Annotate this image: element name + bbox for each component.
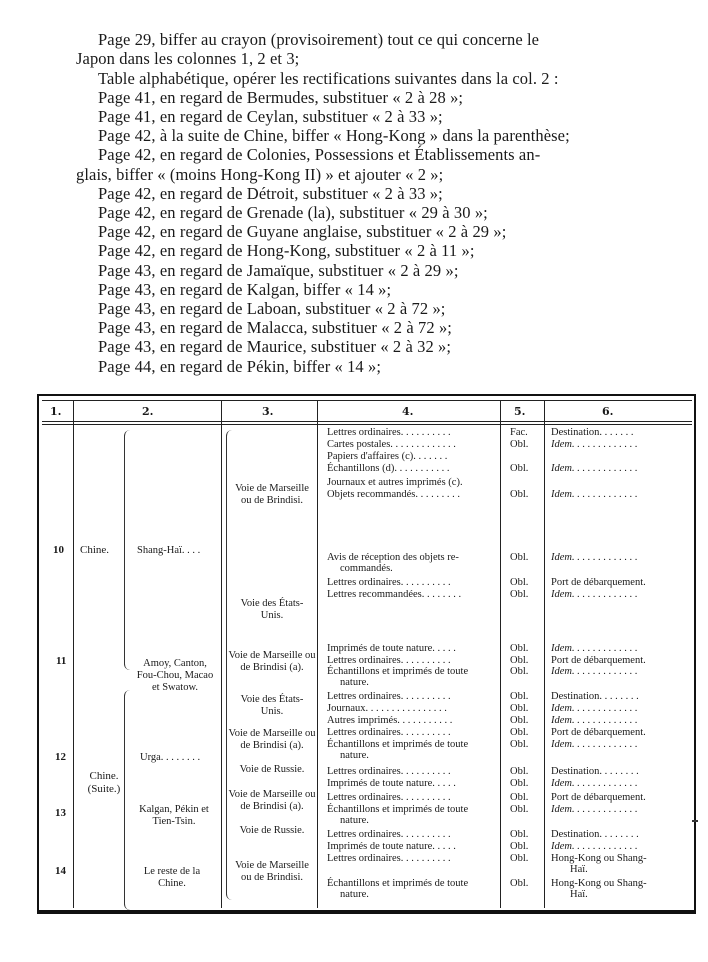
header-top-rule — [42, 400, 692, 401]
instruction-line: Page 42, en regard de Hong-Kong, substituer « 2 à 11 »; — [98, 241, 475, 260]
place-reste: Le reste de la Chine. — [143, 866, 201, 889]
item: Lettres ordinaires. . . . . . . . . . — [327, 792, 451, 803]
fac-obl: Fac. — [510, 427, 528, 438]
destination: Idem. . . . . . . . . . . . . — [551, 804, 638, 815]
place-urga: Urga. . . . . . . . — [140, 752, 201, 763]
margin-mark — [692, 820, 698, 822]
item: Imprimés de toute nature. . . . . — [327, 643, 456, 654]
fac-obl: Obl. — [510, 792, 529, 803]
header-bottom-rule — [42, 421, 692, 422]
instruction-line: Table alphabétique, opérer les rectifications suivantes dans la col. 2 : — [98, 69, 559, 88]
instruction-line: Page 43, en regard de Jamaïque, substituer « 2 à 29 »; — [98, 261, 459, 280]
header-bottom-rule-2 — [42, 424, 692, 425]
destination: Hong-Kong ou Shang- — [551, 878, 647, 889]
fac-obl: Obl. — [510, 589, 529, 600]
item: nature. — [340, 889, 369, 900]
item: Échantillons et imprimés de toute — [327, 666, 469, 677]
instruction-line: Page 42, en regard de Détroit, substituer « 2 à 33 »; — [98, 184, 443, 203]
country-chine: Chine. — [80, 544, 110, 556]
item: commandés. — [340, 563, 393, 574]
item: Imprimés de toute nature. . . . . — [327, 778, 456, 789]
item: nature. — [340, 677, 369, 688]
header-col-6: 6. — [602, 405, 614, 418]
fac-obl: Obl. — [510, 804, 529, 815]
destination: Destination. . . . . . . — [551, 427, 634, 438]
header-col-1: 1. — [50, 405, 62, 418]
item: Lettres ordinaires. . . . . . . . . . — [327, 655, 451, 666]
destination: Hong-Kong ou Shang- — [551, 853, 647, 864]
place-shanghai: Shang-Haï. . . . — [137, 545, 201, 556]
fac-obl: Obl. — [510, 666, 529, 677]
item: Cartes postales. . . . . . . . . . . . . — [327, 439, 456, 450]
fac-obl: Obl. — [510, 727, 529, 738]
item: Lettres ordinaires. . . . . . . . . . — [327, 727, 451, 738]
fac-obl: Obl. — [510, 489, 529, 500]
instruction-line: Page 43, en regard de Kalgan, biffer « 14 »; — [98, 280, 392, 299]
instruction-line: Page 42, à la suite de Chine, biffer « Hong-Kong » dans la parenthèse; — [98, 126, 570, 145]
instruction-line: Page 43, en regard de Malacca, substituer « 2 à 72 »; — [98, 318, 452, 337]
destination: Idem. . . . . . . . . . . . . — [551, 703, 638, 714]
fac-obl: Obl. — [510, 853, 529, 864]
header-col-2: 2. — [142, 405, 154, 418]
fac-obl: Obl. — [510, 841, 529, 852]
fac-obl: Obl. — [510, 552, 529, 563]
item: Avis de réception des objets re- — [327, 552, 459, 563]
fac-obl: Obl. — [510, 766, 529, 777]
row-number: 11 — [56, 655, 67, 667]
item: Échantillons et imprimés de toute — [327, 739, 469, 750]
item: Lettres ordinaires. . . . . . . . . . — [327, 829, 451, 840]
item: Échantillons et imprimés de toute — [327, 878, 469, 889]
destination: Idem. . . . . . . . . . . . . — [551, 643, 638, 654]
fac-obl: Obl. — [510, 878, 529, 889]
fac-obl: Obl. — [510, 643, 529, 654]
instruction-line: Page 43, en regard de Laboan, substituer « 2 à 72 »; — [98, 299, 446, 318]
instruction-line: Page 44, en regard de Pékin, biffer « 14 »; — [98, 357, 382, 376]
instruction-line: Japon dans les colonnes 1, 2 et 3; — [76, 49, 300, 68]
fac-obl: Obl. — [510, 439, 529, 450]
route-marseille-a: Voie de Marseille ou de Brindisi (a). — [228, 650, 316, 673]
fac-obl: Obl. — [510, 655, 529, 666]
instruction-line: Page 42, en regard de Colonies, Possessions et Établissements an- — [98, 145, 541, 164]
route-etats-unis: Voie des États-Unis. — [240, 694, 304, 717]
destination: Idem. . . . . . . . . . . . . — [551, 552, 638, 563]
item: Lettres ordinaires. . . . . . . . . . — [327, 766, 451, 777]
col-rule-4 — [500, 400, 501, 908]
destination: Idem. . . . . . . . . . . . . — [551, 589, 638, 600]
destination: Port de débarquement. — [551, 655, 646, 666]
item: Journaux. . . . . . . . . . . . . . . . — [327, 703, 447, 714]
fac-obl: Obl. — [510, 739, 529, 750]
item: Journaux et autres imprimés (c). — [327, 477, 463, 488]
fac-obl: Obl. — [510, 691, 529, 702]
fac-obl: Obl. — [510, 715, 529, 726]
table-bottom-rule — [37, 910, 696, 914]
destination: Destination. . . . . . . . — [551, 829, 639, 840]
route-russie: Voie de Russie. — [239, 825, 305, 836]
fac-obl: Obl. — [510, 829, 529, 840]
item: nature. — [340, 750, 369, 761]
item: nature. — [340, 815, 369, 826]
route-marseille: Voie de Marseille ou de Brindisi. — [235, 860, 309, 883]
fac-obl: Obl. — [510, 577, 529, 588]
instruction-line: Page 42, en regard de Guyane anglaise, substituer « 2 à 29 »; — [98, 222, 507, 241]
header-col-4: 4. — [402, 405, 414, 418]
destination: Destination. . . . . . . . — [551, 766, 639, 777]
item: Objets recommandés. . . . . . . . . — [327, 489, 460, 500]
destination: Idem. . . . . . . . . . . . . — [551, 439, 638, 450]
instruction-line: Page 41, en regard de Bermudes, substituer « 2 à 28 »; — [98, 88, 464, 107]
col-rule-1 — [73, 400, 74, 908]
fac-obl: Obl. — [510, 703, 529, 714]
row-number: 12 — [55, 751, 66, 763]
col-rule-5 — [544, 400, 545, 908]
fac-obl: Obl. — [510, 778, 529, 789]
destination: Destination. . . . . . . . — [551, 691, 639, 702]
route-marseille: Voie de Marseille ou de Brindisi. — [235, 483, 309, 506]
destination: Port de débarquement. — [551, 577, 646, 588]
item: Échantillons et imprimés de toute — [327, 804, 469, 815]
destination: Idem. . . . . . . . . . . . . — [551, 739, 638, 750]
route-marseille-a: Voie de Marseille ou de Brindisi (a). — [228, 728, 316, 751]
item: Papiers d'affaires (c). . . . . . . — [327, 451, 448, 462]
item: Lettres ordinaires. . . . . . . . . . — [327, 427, 451, 438]
instruction-line: glais, biffer « (moins Hong-Kong II) » et ajouter « 2 »; — [76, 165, 444, 184]
place-amoy: Amoy, Canton, Fou-Chou, Macao et Swatow. — [136, 658, 214, 693]
row-number: 10 — [53, 544, 64, 556]
fac-obl: Obl. — [510, 463, 529, 474]
route-etats-unis: Voie des États-Unis. — [240, 598, 304, 621]
item: Lettres ordinaires. . . . . . . . . . — [327, 853, 451, 864]
destination: Idem. . . . . . . . . . . . . — [551, 463, 638, 474]
instruction-line: Page 42, en regard de Grenade (la), substituer « 29 à 30 »; — [98, 203, 488, 222]
destination: Idem. . . . . . . . . . . . . — [551, 666, 638, 677]
destination: Haï. — [570, 889, 588, 900]
route-russie: Voie de Russie. — [239, 764, 305, 775]
instruction-line: Page 29, biffer au crayon (provisoirement) tout ce qui concerne le — [98, 30, 540, 49]
item: Lettres recommandées. . . . . . . . — [327, 589, 462, 600]
destination: Port de débarquement. — [551, 792, 646, 803]
item: Échantillons (d). . . . . . . . . . . — [327, 463, 450, 474]
brace — [124, 690, 131, 910]
row-number: 14 — [55, 865, 66, 877]
brace — [124, 430, 131, 670]
item: Lettres ordinaires. . . . . . . . . . — [327, 691, 451, 702]
destination: Haï. — [570, 864, 588, 875]
destination: Idem. . . . . . . . . . . . . — [551, 778, 638, 789]
destination: Idem. . . . . . . . . . . . . — [551, 489, 638, 500]
destination: Idem. . . . . . . . . . . . . — [551, 715, 638, 726]
destination: Port de débarquement. — [551, 727, 646, 738]
header-col-5: 5. — [514, 405, 526, 418]
col-rule-2 — [221, 400, 222, 908]
place-kalgan: Kalgan, Pékin et Tien-Tsin. — [139, 804, 209, 827]
instruction-line: Page 43, en regard de Maurice, substituer « 2 à 32 »; — [98, 337, 452, 356]
route-marseille-a: Voie de Marseille ou de Brindisi (a). — [228, 789, 316, 812]
item: Lettres ordinaires. . . . . . . . . . — [327, 577, 451, 588]
row-number: 13 — [55, 807, 66, 819]
header-col-3: 3. — [262, 405, 274, 418]
item: Autres imprimés. . . . . . . . . . . — [327, 715, 453, 726]
destination: Idem. . . . . . . . . . . . . — [551, 841, 638, 852]
country-chine-suite: Chine. (Suite.) — [87, 770, 121, 795]
item: Imprimés de toute nature. . . . . — [327, 841, 456, 852]
instruction-line: Page 41, en regard de Ceylan, substituer « 2 à 33 »; — [98, 107, 443, 126]
